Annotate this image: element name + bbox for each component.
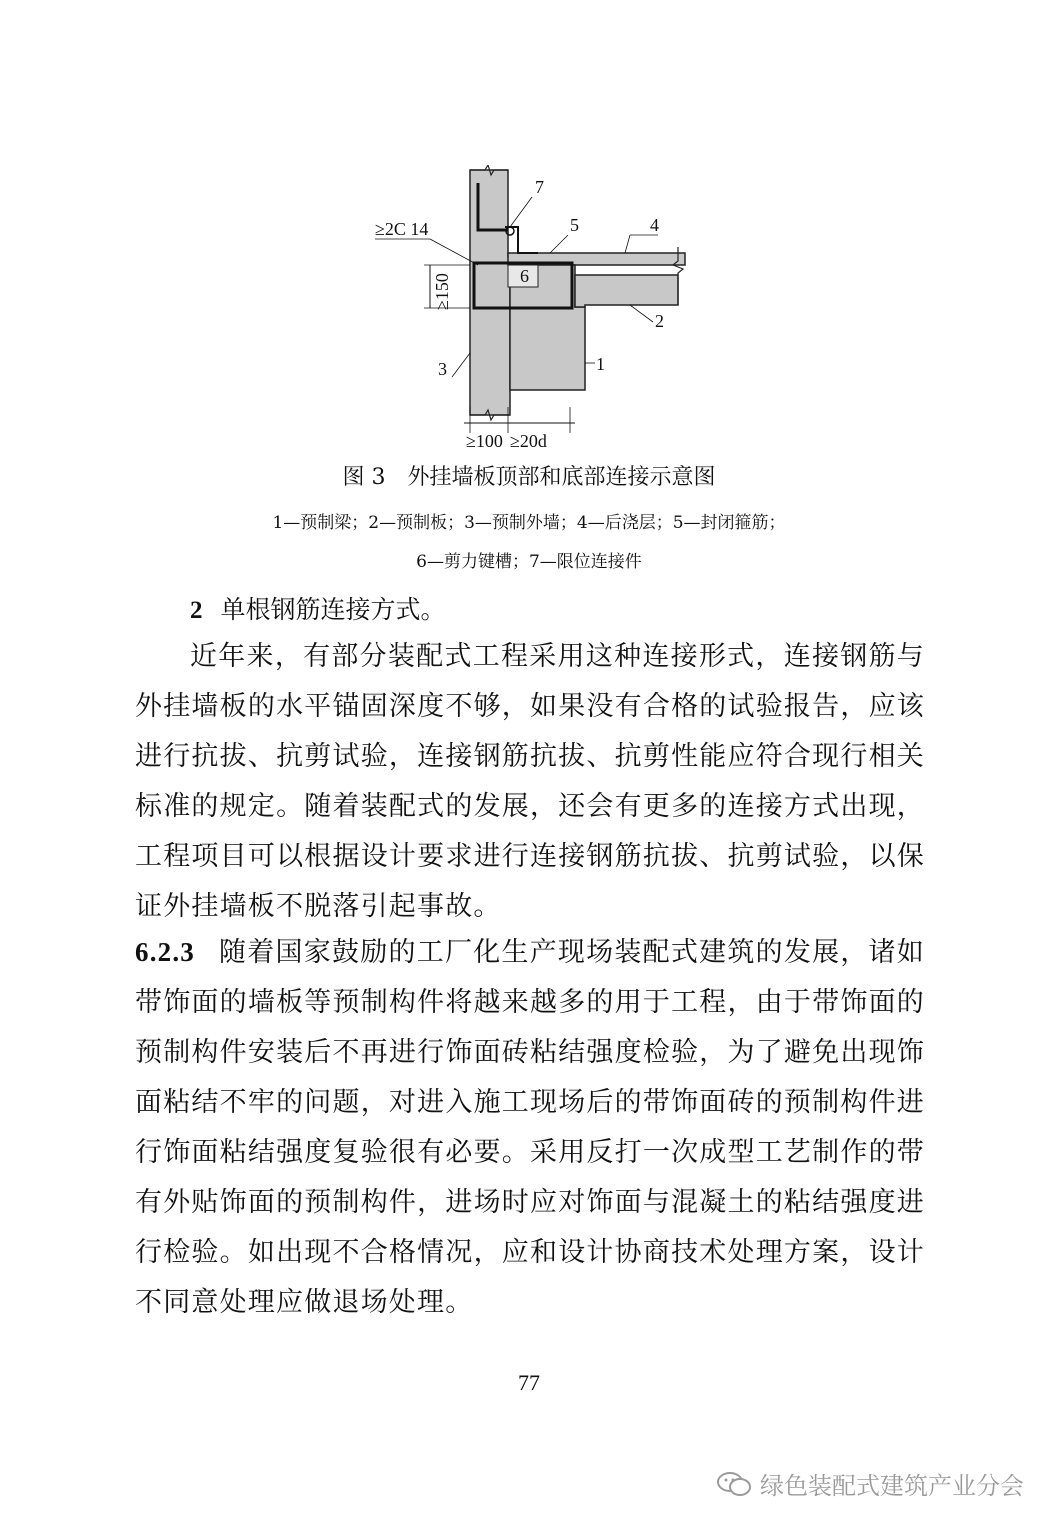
limit-connector [505, 227, 538, 253]
rebar-label: ≥2C 14 [375, 219, 429, 239]
dim-width-2: ≥20d [510, 431, 547, 451]
label-1: 1 [596, 354, 605, 374]
label-5: 5 [570, 215, 579, 235]
paragraph-1 [135, 632, 925, 932]
section-6-2-3-number: 6.2.3 [135, 937, 195, 967]
label-2: 2 [655, 311, 664, 331]
figure-legend-line2: 6—剪力键槽；7—限位连接件 [416, 552, 642, 572]
label-4: 4 [650, 215, 659, 235]
paragraph-1-text: 近年来，有部分装配式工程采用这种连接形式，连接钢筋与外挂墙板的水平锚固深度不够，如果没有合格的试验报告，应该进行抗拔、抗剪试验，连接钢筋抗拔、抗剪性能应符合现行相关标准的规定。随着装配式的发展，还会有更多的连接方式出现，工程项目可以根据设计要求进行连接钢筋抗拔、抗剪试验，以保证外挂墙板不脱落引起事故。 [135, 641, 925, 922]
section-2-title: 单根钢筋连接方式。 [220, 595, 446, 624]
dim-height-label: ≥150 [432, 273, 452, 310]
dim-width-1: ≥100 [466, 431, 503, 451]
figure-caption: 图 3 外挂墙板顶部和底部连接示意图 [342, 465, 716, 490]
section-2-heading [190, 590, 446, 626]
page-number: 77 [518, 1370, 540, 1395]
diagram-svg [360, 165, 700, 455]
precast-wall [470, 170, 510, 415]
connection-diagram [360, 165, 700, 455]
figure-legend-line1: 1—预制梁；2—预制板；3—预制外墙；4—后浇层；5—封闭箍筋； [272, 513, 786, 533]
section-6-2-3 [135, 927, 925, 1328]
watermark [716, 1466, 1024, 1501]
label-6: 6 [520, 266, 529, 286]
wechat-icon [716, 1470, 752, 1498]
section-6-2-3-text: 随着国家鼓励的工厂化生产现场装配式建筑的发展，诸如带饰面的墙板等预制构件将越来越多的用于工程，由于带饰面的预制构件安装后不再进行饰面砖粘结强度检验，为了避免出现饰面粘结不牢的问题，对进入施工现场后的带饰面砖的预制构件进行饰面粘结强度复验很有必要。采用反打一次成型工艺制作的带有外贴饰面的预制构件，进场时应对饰面与混凝土的粘结强度进行检验。如出现不合格情况，应和设计协商技术处理方案，设计不同意处理应做退场处理。 [135, 937, 925, 1318]
label-3: 3 [438, 359, 447, 379]
watermark-text: 绿色装配式建筑产业分会 [760, 1472, 1024, 1500]
label-7: 7 [535, 177, 544, 197]
precast-slab [575, 275, 678, 307]
section-6-2-3-body [135, 927, 925, 1328]
section-2-number: 2 [190, 597, 203, 624]
